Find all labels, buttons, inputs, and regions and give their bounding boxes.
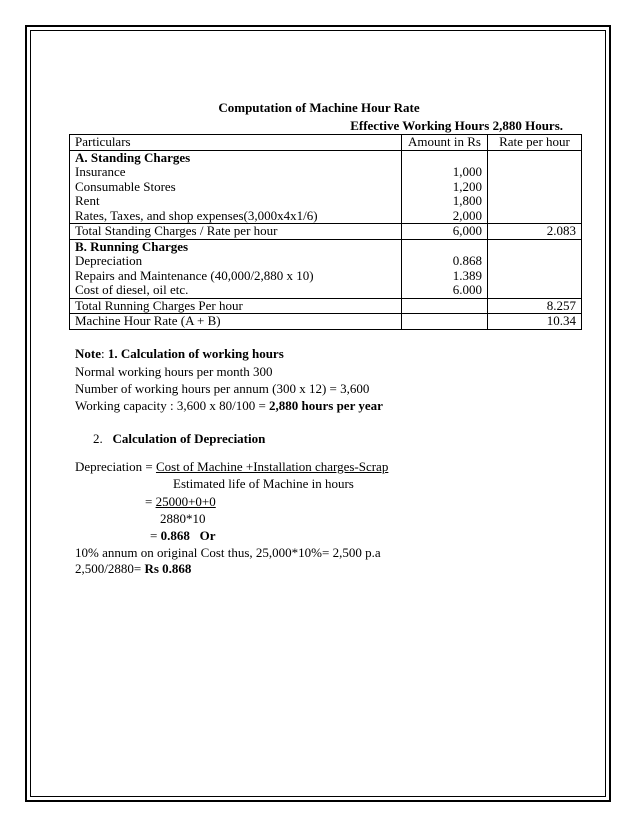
- section-a-row: [70, 150, 582, 165]
- section-b-row: [70, 239, 582, 254]
- result-prefix: =: [150, 528, 161, 543]
- table-row: [70, 194, 582, 209]
- note2-number: 2.: [93, 431, 103, 446]
- row-label: Depreciation: [70, 254, 402, 269]
- note1-line2: Number of working hours per annum (300 x 12) = 3,600: [75, 381, 370, 396]
- table-row: [70, 269, 582, 284]
- total-running-rate: 8.257: [488, 298, 582, 314]
- section-a-heading: A. Standing Charges: [70, 150, 402, 165]
- note2-heading-line: [93, 431, 265, 447]
- dep-prefix: Depreciation =: [75, 459, 156, 474]
- machine-hour-rate-table: [69, 134, 582, 330]
- total-standing-row: [70, 224, 582, 240]
- header-amount: Amount in Rs: [402, 135, 488, 151]
- eq2-line: [145, 494, 216, 510]
- table-row: [70, 165, 582, 180]
- table-row: [70, 209, 582, 224]
- total-running-row: [70, 298, 582, 314]
- note2-heading: Calculation of Depreciation: [112, 431, 266, 446]
- table-row: [70, 180, 582, 195]
- note-label: Note: [75, 346, 101, 361]
- table-header-row: [70, 135, 582, 151]
- row-amount: 1.389: [402, 269, 488, 284]
- eq2-denominator: 2880*10: [160, 511, 206, 526]
- row-label: Insurance: [70, 165, 402, 180]
- header-rate: Rate per hour: [488, 135, 582, 151]
- alt-line2-text: 2,500/2880=: [75, 561, 145, 576]
- note1-line3: [75, 398, 383, 414]
- machine-hour-rate-label: Machine Hour Rate (A + B): [70, 314, 402, 330]
- total-running-label: Total Running Charges Per hour: [70, 298, 402, 314]
- depreciation-formula-line: [75, 459, 388, 475]
- header-particulars: Particulars: [70, 135, 402, 151]
- row-amount: 2,000: [402, 209, 488, 224]
- note1-heading-line: [75, 346, 284, 362]
- eq2-numerator: 25000+0+0: [155, 494, 216, 509]
- row-label: Consumable Stores: [70, 180, 402, 195]
- note1-line1: Normal working hours per month 300: [75, 364, 273, 379]
- section-b-heading: B. Running Charges: [70, 239, 402, 254]
- row-amount: 0.868: [402, 254, 488, 269]
- row-amount: 1,800: [402, 194, 488, 209]
- total-standing-label: Total Standing Charges / Rate per hour: [70, 224, 402, 240]
- note1-line3-bold: 2,880 hours per year: [269, 398, 383, 413]
- result-value: 0.868 Or: [160, 528, 216, 543]
- alt-line2-bold: Rs 0.868: [144, 561, 192, 576]
- document-title: Computation of Machine Hour Rate: [218, 100, 420, 115]
- dep-denominator: Estimated life of Machine in hours: [173, 476, 354, 491]
- row-amount: 1,200: [402, 180, 488, 195]
- row-label: Cost of diesel, oil etc.: [70, 283, 402, 298]
- row-label: Rates, Taxes, and shop expenses(3,000x4x1/6): [70, 209, 402, 224]
- row-label: Repairs and Maintenance (40,000/2,880 x 10): [70, 269, 402, 284]
- table-row: [70, 254, 582, 269]
- row-amount: 1,000: [402, 165, 488, 180]
- alt-line1: 10% annum on original Cost thus, 25,000*10%= 2,500 p.a: [75, 545, 381, 560]
- total-standing-amount: 6,000: [402, 224, 488, 240]
- note-colon: :: [101, 346, 108, 361]
- note1-heading: 1. Calculation of working hours: [107, 346, 284, 361]
- machine-hour-rate-value: 10.34: [488, 314, 582, 330]
- document-subtitle: Effective Working Hours 2,880 Hours.: [350, 118, 563, 133]
- result-line: [150, 528, 215, 544]
- note1-line3-text: Working capacity : 3,600 x 80/100 =: [75, 398, 270, 413]
- dep-numerator: Cost of Machine +Installation charges-Scrap: [155, 459, 389, 474]
- row-amount: 6.000: [402, 283, 488, 298]
- alt-line2: [75, 561, 191, 577]
- eq2-prefix: =: [145, 494, 156, 509]
- row-label: Rent: [70, 194, 402, 209]
- machine-hour-rate-row: [70, 314, 582, 330]
- total-standing-rate: 2.083: [488, 224, 582, 240]
- table-row: [70, 283, 582, 298]
